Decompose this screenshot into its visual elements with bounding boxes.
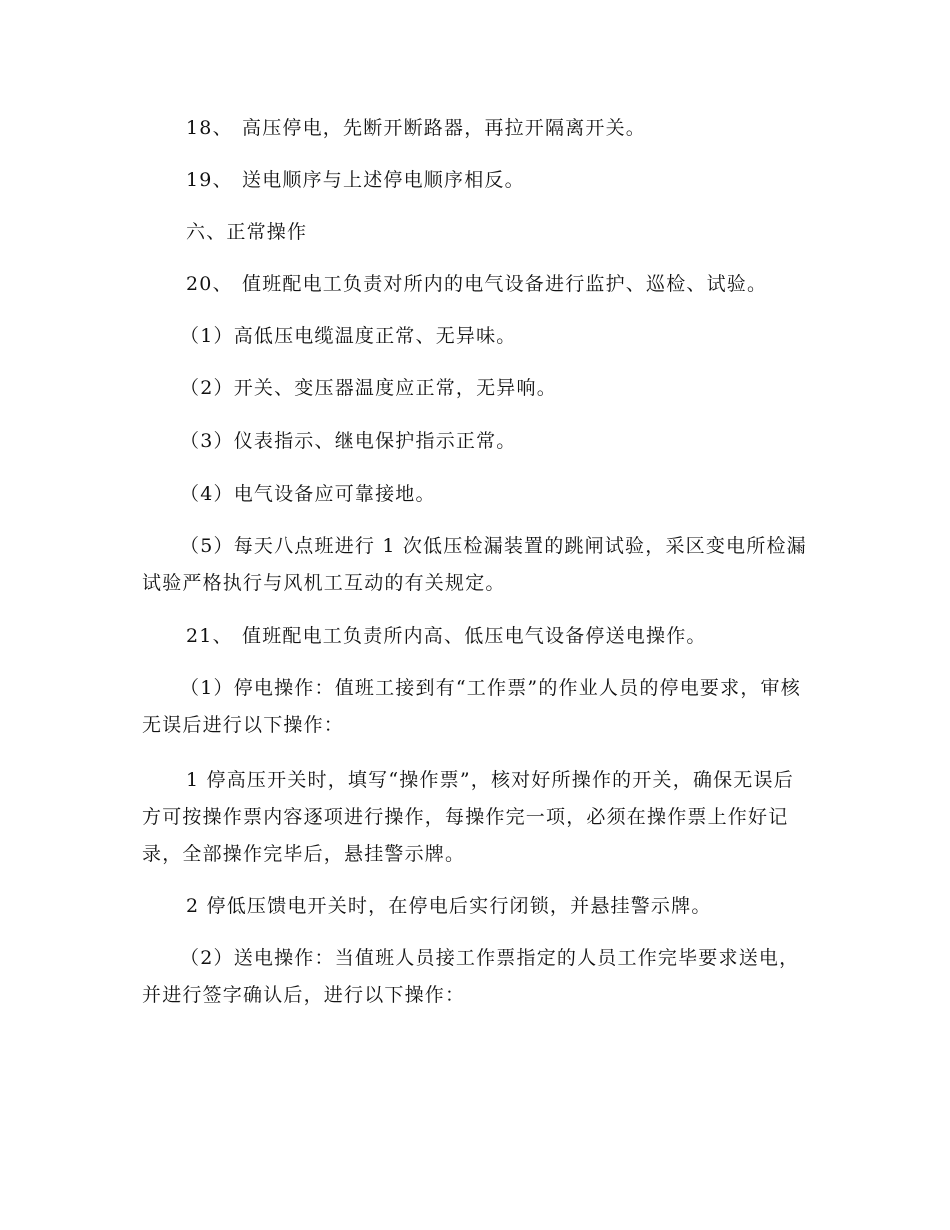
clause-20 <box>142 266 812 303</box>
clause-text: 高压停电，先断开断路器，再拉开隔离开关。 <box>242 117 647 139</box>
sub-item-1: （1）高低压电缆温度正常、无异味。 <box>180 325 517 347</box>
low-voltage-step: 2 停低压馈电开关时，在停电后实行闭锁，并悬挂警示牌。 <box>186 895 712 917</box>
power-off-operation: （1）停电操作：值班工接到有“工作票”的作业人员的停电要求，审核无误后进行以下操作： <box>142 677 801 736</box>
clause-number: 18、 <box>186 117 233 139</box>
clause-18 <box>142 110 812 147</box>
clause-number: 20、 <box>186 273 233 295</box>
clause-21 <box>142 618 812 655</box>
clause-text: 值班配电工负责对所内的电气设备进行监护、巡检、试验。 <box>242 273 768 295</box>
clause-text: 送电顺序与上述停电顺序相反。 <box>242 169 525 191</box>
sub-item-2: （2）开关、变压器温度应正常，无异响。 <box>180 377 557 399</box>
clause-number: 19、 <box>186 169 233 191</box>
clause-number: 21、 <box>186 625 233 647</box>
sub-item-3: （3）仪表指示、继电保护指示正常。 <box>180 430 517 452</box>
sub-item-5: （5）每天八点班进行 1 次低压检漏装置的跳闸试验，采区变电所检漏试验严格执行与风机工互动的有关规定。 <box>142 535 807 594</box>
clause-text: 值班配电工负责所内高、低压电气设备停送电操作。 <box>242 625 707 647</box>
power-on-operation: （2）送电操作：当值班人员接工作票指定的人员工作完毕要求送电，并进行签字确认后，进行以下操作： <box>142 947 800 1006</box>
clause-19 <box>142 162 812 199</box>
high-voltage-step: 1 停高压开关时，填写“操作票”，核对好所操作的开关，确保无误后方可按操作票内容逐项进行操作，每操作完一项，必须在操作票上作好记录，全部操作完毕后，悬挂警示牌。 <box>142 769 794 865</box>
sub-item-4: （4）电气设备应可靠接地。 <box>180 483 436 505</box>
section-heading: 六、正常操作 <box>186 221 308 243</box>
